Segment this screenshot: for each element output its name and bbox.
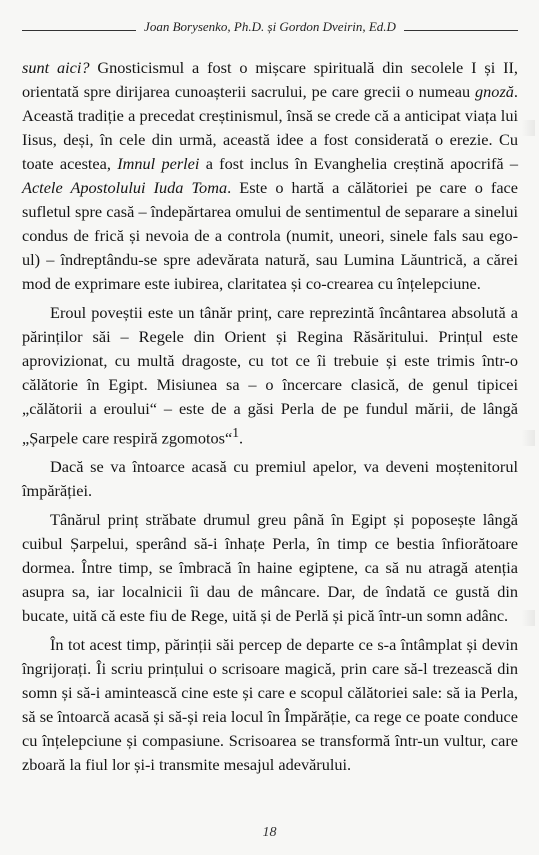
text-run: . Această tradiție a precedat creștinismul, însă se crede că a anticipat viața lui Iisus, deși, în cele din urmă, această idee a fost considerată o erezie. Cu toate acestea, <box>22 82 518 173</box>
paragraph-4: Tânărul prinț străbate drumul greu până în Egipt și poposește lângă cuibul Șarpelui, sperând să-i înhațe Perla, în timp ce bestia înfiorătoare dormea. Între timp, se îmbracă în haine egiptene, ca să nu atragă atenția asupra sa, iar localnicii îi dau de mâncare. Dar, de îndată ce gustă din bucate, uită că este fiu de Rege, uită și de Perlă și pică într-un somn adânc. <box>22 510 518 626</box>
paragraph-1 <box>22 56 518 296</box>
italic-run: sunt aici? <box>22 58 90 77</box>
paragraph-2 <box>22 301 518 450</box>
italic-run: Imnul perlei <box>117 154 200 173</box>
footnote-marker[interactable]: 1 <box>232 425 239 440</box>
show-through-mark <box>521 610 535 626</box>
paragraph-2-end: . <box>239 428 244 448</box>
body-text <box>22 56 518 777</box>
running-header <box>22 16 518 38</box>
show-through-mark <box>521 120 535 136</box>
header-authors: Joan Borysenko, Ph.D. și Gordon Dveirin, Ed.D <box>144 19 396 34</box>
page-number: 18 <box>262 825 277 840</box>
italic-run: gnoză <box>475 82 514 101</box>
text-run: . Este o hartă a călătoriei pe care o face sufletul spre casă – îndepărtarea omului de sentimentul de separare a sinelui condus de frică și nevoia de a controla (numit, uneori, sinele fals sau ego-ul) – îndreptându-se spre adevărata natură, sau Lumina Lăuntrică, a cărei mod de exprimare este iubirea, claritatea și co-crearea cu înțelepciune. <box>22 178 518 293</box>
text-run: Gnosticismul a fost o mișcare spirituală din secolele I și II, orientată spre dirijarea cunoașterii sacrului, pe care grecii o numeau <box>22 58 518 101</box>
italic-run: Actele Apostolului Iuda Toma <box>22 178 228 197</box>
header-rule-left <box>22 30 136 31</box>
paragraph-5: În tot acest timp, părinții săi percep de departe ce s-a întâmplat și devin îngrijorați. Îi scriu prințului o scrisoare magică, prin care să-l trezească din somn și să-i amintească cine este și care e scopul călătoriei sale: să ia Perla, să se întoarcă acasă și să-și reia locul în Împărăție, ca rege ce poate conduce cu înțelepciune și compasiune. Scrisoarea se transformă într-un vultur, care zboară la fiul lor și-i transmite mesajul adevărului. <box>22 635 518 775</box>
show-through-mark <box>521 430 535 446</box>
header-rule-right <box>404 30 518 31</box>
text-run: a fost inclus în Evanghelia creștină apocrifă – <box>199 154 519 173</box>
paragraph-3: Dacă se va întoarce acasă cu premiul apelor, va deveni moștenitorul împărăției. <box>22 457 518 501</box>
paragraph-2-text: Eroul poveștii este un tânăr prinț, care reprezintă încântarea absolută a părinților săi – Regele din Orient și Regina Răsăritului. Prințul este aprovizionat, cu multă dragoste, cu tot ce îi trebuie și este trimis într-o călătorie în Egipt. Misiunea sa – o încercare clasică, de genul tipicei „călătorii a eroului“ – este de a găsi Perla de pe fundul mării, de lângă „Șarpele care respiră zgomotos“ <box>22 303 518 448</box>
